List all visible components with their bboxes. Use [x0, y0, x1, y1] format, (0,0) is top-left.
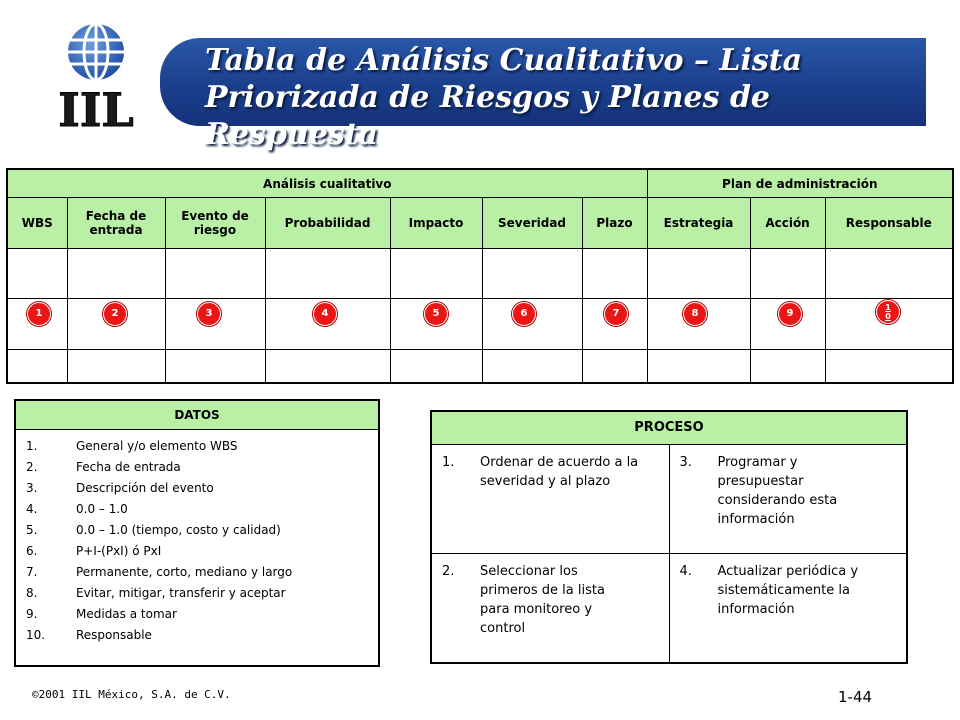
proceso-item-number: 2. — [442, 563, 455, 579]
column-header: Plazo — [582, 198, 647, 249]
marker-3: 3 — [197, 302, 221, 326]
list-item-text: Medidas a tomar — [76, 607, 177, 621]
list-item-text: Fecha de entrada — [76, 460, 181, 474]
list-item — [16, 562, 378, 583]
group-header-row — [7, 169, 953, 198]
list-item-text: Permanente, corto, mediano y largo — [76, 565, 293, 579]
marker-2: 2 — [103, 302, 127, 326]
table-row — [7, 349, 953, 383]
column-header: WBS — [7, 198, 67, 249]
marker-8: 8 — [683, 302, 707, 326]
proceso-item-text: Seleccionar los primeros de la lista para monitoreo y control — [480, 563, 605, 636]
iil-logo — [26, 22, 166, 132]
marker-10-digit: 0 — [885, 312, 891, 321]
list-item-text: Evitar, mitigar, transferir y aceptar — [76, 586, 286, 600]
table-cell — [482, 349, 582, 383]
group-header-plan: Plan de administración — [647, 169, 953, 198]
column-header-row — [7, 198, 953, 249]
datos-box — [14, 399, 380, 667]
table-cell — [647, 349, 750, 383]
table-cell — [647, 249, 750, 299]
column-header: Impacto — [390, 198, 482, 249]
marker-10-label — [877, 303, 899, 321]
marker-5: 5 — [424, 302, 448, 326]
page-title — [205, 42, 925, 153]
table-cell — [825, 349, 953, 383]
table-cell — [390, 249, 482, 299]
list-item — [16, 478, 378, 499]
proceso-item-number: 3. — [679, 454, 692, 470]
proceso-item-text: Programar y presupuestar considerando esta información — [717, 454, 838, 527]
list-item-number: 5. — [26, 523, 38, 537]
list-item-text: 0.0 – 1.0 (tiempo, costo y calidad) — [76, 523, 281, 537]
table-cell — [750, 249, 825, 299]
list-item — [16, 436, 378, 457]
table-cell — [825, 249, 953, 299]
table-cell — [750, 349, 825, 383]
list-item-text: General y/o elemento WBS — [76, 439, 238, 453]
table-cell — [582, 349, 647, 383]
proceso-item-number: 1. — [442, 454, 455, 470]
proceso-item-text: Actualizar periódica y sistemáticamente la información — [717, 563, 859, 617]
group-header-analisis: Análisis cualitativo — [7, 169, 647, 198]
list-item — [16, 625, 378, 646]
table-cell — [7, 349, 67, 383]
list-item-number: 3. — [26, 481, 38, 495]
proceso-item — [442, 453, 669, 491]
list-item-text: 0.0 – 1.0 — [76, 502, 128, 516]
datos-list — [16, 436, 378, 646]
list-item-text: Responsable — [76, 628, 152, 642]
list-item-number: 1. — [26, 439, 38, 453]
marker-10-digit: 1 — [885, 303, 891, 312]
column-header: Severidad — [482, 198, 582, 249]
list-item — [16, 499, 378, 520]
table-cell — [67, 349, 165, 383]
table-cell — [265, 249, 390, 299]
table-cell — [482, 249, 582, 299]
marker-6: 6 — [512, 302, 536, 326]
list-item — [16, 541, 378, 562]
proceso-cell — [431, 553, 669, 663]
list-item — [16, 583, 378, 604]
list-item-number: 4. — [26, 502, 38, 516]
marker-4: 4 — [313, 302, 337, 326]
marker-9: 9 — [778, 302, 802, 326]
column-header: Estrategia — [647, 198, 750, 249]
proceso-cell — [669, 553, 907, 663]
proceso-title: PROCESO — [431, 411, 907, 444]
proceso-item-text: Ordenar de acuerdo a la severidad y al plazo — [480, 454, 639, 489]
risk-analysis-table — [6, 168, 954, 384]
proceso-item-number: 4. — [679, 563, 692, 579]
table-cell — [390, 349, 482, 383]
table-cell — [7, 249, 67, 299]
table-cell — [582, 249, 647, 299]
copyright-footer: ©2001 IIL México, S.A. de C.V. — [32, 688, 231, 701]
proceso-item — [442, 562, 669, 638]
table-row — [7, 299, 953, 349]
proceso-cell — [431, 444, 669, 553]
svg-text:IIL: IIL — [58, 83, 134, 132]
list-item-text: Descripción del evento — [76, 481, 214, 495]
list-item-text: P+I-(PxI) ó PxI — [76, 544, 162, 558]
column-header: Acción — [750, 198, 825, 249]
table-cell — [165, 249, 265, 299]
list-item-number: 10. — [26, 628, 46, 642]
column-header: Responsable — [825, 198, 953, 249]
list-item — [16, 520, 378, 541]
list-item-number: 9. — [26, 607, 38, 621]
table-cell — [265, 349, 390, 383]
page-number: 1-44 — [838, 688, 873, 706]
proceso-table — [430, 410, 908, 664]
proceso-item — [680, 453, 907, 529]
column-header: Fecha de entrada — [67, 198, 165, 249]
table-cell — [67, 249, 165, 299]
table-row — [7, 249, 953, 299]
list-item-number: 7. — [26, 565, 38, 579]
marker-1: 1 — [27, 302, 51, 326]
column-header: Evento de riesgo — [165, 198, 265, 249]
list-item-number: 6. — [26, 544, 38, 558]
title-line-1: Tabla de Análisis Cualitativo – Lista — [205, 43, 803, 78]
datos-title: DATOS — [16, 401, 378, 430]
marker-7: 7 — [604, 302, 628, 326]
list-item-number: 8. — [26, 586, 38, 600]
list-item — [16, 457, 378, 478]
title-line-2: Priorizada de Riesgos y Planes de Respuesta — [205, 80, 771, 152]
marker-10 — [876, 300, 900, 324]
globe-icon — [68, 24, 124, 80]
column-header: Probabilidad — [265, 198, 390, 249]
proceso-item — [680, 562, 907, 619]
proceso-cell — [669, 444, 907, 553]
list-item — [16, 604, 378, 625]
table-cell — [165, 349, 265, 383]
list-item-number: 2. — [26, 460, 38, 474]
